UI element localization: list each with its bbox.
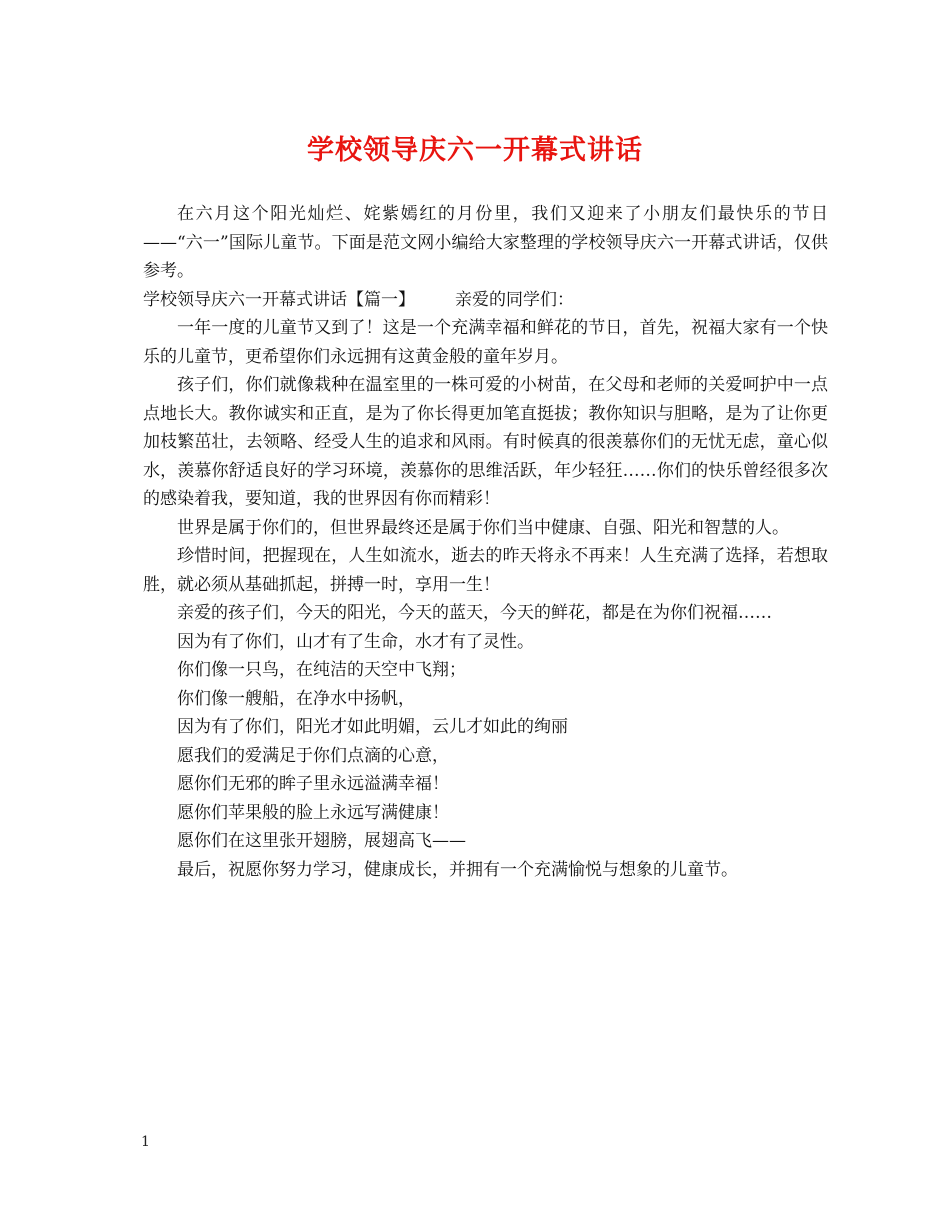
paragraph: 孩子们，你们就像栽种在温室里的一株可爱的小树苗，在父母和老师的关爱呵护中一点点地长大。教你诚实和正直，是为了你长得更加笔直挺拔；教你知识与胆略，是为了让你更加枝繁茁壮，去领略、经受人生的追求和风雨。有时候真的很羡慕你们的无忧无虑，童心似水，羡慕你舒适良好的学习环境，羡慕你的思维活跃，年少轻狂……你们的快乐曾经很多次的感染着我，要知道，我的世界因有你而精彩！ <box>143 375 828 509</box>
paragraph: 世界是属于你们的，但世界最终还是属于你们当中健康、自强、阳光和智慧的人。 <box>177 517 789 538</box>
poem-line: 愿你们苹果般的脸上永远写满健康！ <box>177 802 449 823</box>
poem-line: 愿我们的爱满足于你们点滴的心意， <box>177 745 449 766</box>
document-title: 学校领导庆六一开幕式讲话 <box>307 135 643 166</box>
greeting: 亲爱的同学们： <box>455 289 574 310</box>
poem-line: 愿你们无邪的眸子里永远溢满幸福！ <box>177 774 449 794</box>
poem-line: 因为有了你们，阳光才如此明媚，云儿才如此的绚丽 <box>177 717 568 737</box>
paragraph: 一年一度的儿童节又到了！这是一个充满幸福和鲜花的节日，首先，祝福大家有一个快乐的儿童节，更希望你们永远拥有这黄金般的童年岁月。 <box>143 318 828 367</box>
page-number: 1 <box>141 1134 150 1150</box>
poem-line: 你们像一只鸟，在纯洁的天空中飞翔； <box>177 660 466 680</box>
poem-line: 你们像一艘船，在净水中扬帆， <box>177 688 415 709</box>
closing-paragraph: 最后，祝愿你努力学习，健康成长，并拥有一个充满愉悦与想象的儿童节。 <box>177 859 738 880</box>
document-body <box>143 200 828 884</box>
paragraph: 亲爱的孩子们，今天的阳光，今天的蓝天，今天的鲜花，都是在为你们祝福…… <box>177 603 772 623</box>
section-heading: 学校领导庆六一开幕式讲话【篇一】 <box>143 289 415 310</box>
poem-line: 因为有了你们，山才有了生命，水才有了灵性。 <box>177 631 534 652</box>
poem-line: 愿你们在这里张开翅膀，展翅高飞—— <box>177 831 466 851</box>
section-heading-line <box>143 286 828 315</box>
paragraph: 珍惜时间，把握现在，人生如流水，逝去的昨天将永不再来！人生充满了选择，若想取胜，就必须从基础抓起，拼搏一时，享用一生！ <box>143 546 828 595</box>
intro-paragraph: 在六月这个阳光灿烂、姹紫嫣红的月份里，我们又迎来了小朋友们最快乐的节日——“六一”国际儿童节。下面是范文网小编给大家整理的学校领导庆六一开幕式讲话，仅供参考。 <box>143 204 828 281</box>
